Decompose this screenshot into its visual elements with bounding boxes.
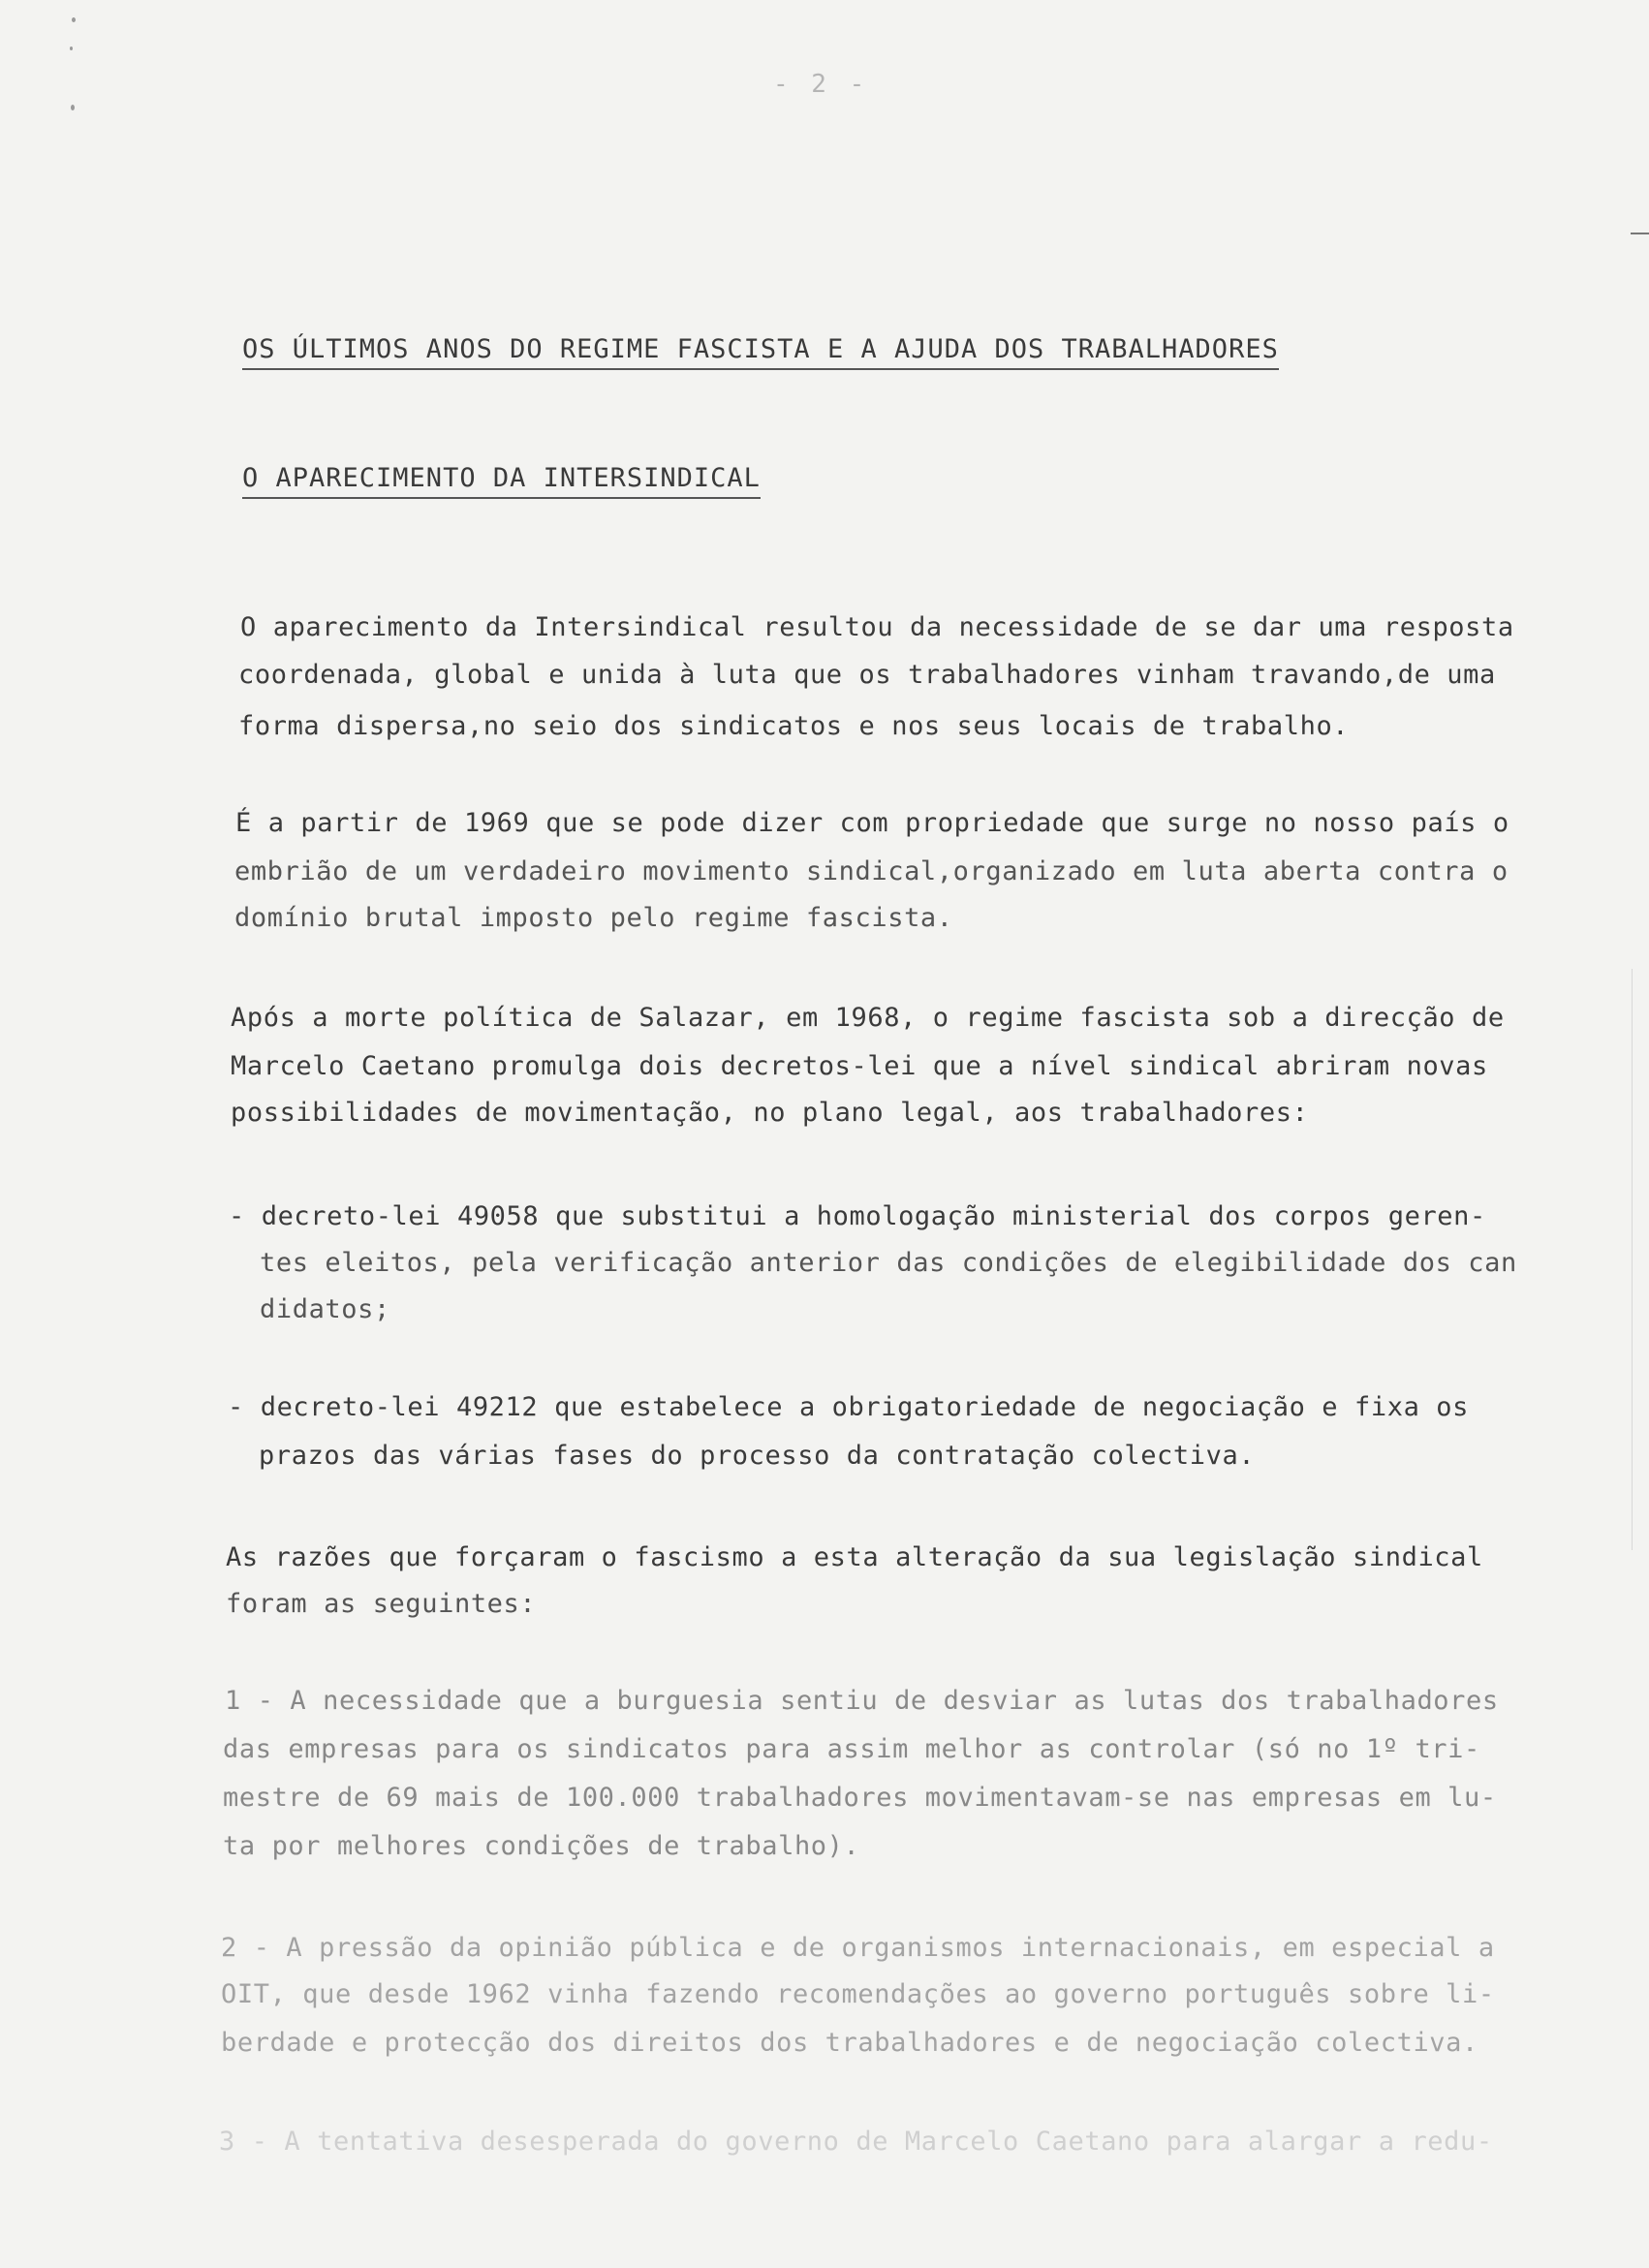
paragraph-line: Marcelo Caetano promulga dois decretos-lei que a nível sindical abriram novas: [231, 1051, 1488, 1081]
paragraph-line: forma dispersa,no seio dos sindicatos e nos seus locais de trabalho.: [238, 711, 1350, 741]
paragraph-line: O aparecimento da Intersindical resultou da necessidade de se dar uma resposta: [240, 612, 1514, 642]
paper-speck: [70, 47, 73, 50]
list-item-line: prazos das várias fases do processo da contratação colectiva.: [259, 1441, 1256, 1471]
paragraph-line: domínio brutal imposto pelo regime fascista.: [234, 903, 953, 933]
list-item-line: mestre de 69 mais de 100.000 trabalhadores movimentavam-se nas empresas em lu-: [223, 1783, 1497, 1813]
main-heading: OS ÚLTIMOS ANOS DO REGIME FASCISTA E A AJUDA DOS TRABALHADORES: [242, 334, 1279, 370]
section-heading: O APARECIMENTO DA INTERSINDICAL: [242, 463, 761, 499]
paper-speck: [71, 105, 75, 110]
list-item-line: tes eleitos, pela verificação anterior das condições de elegibilidade dos can: [260, 1248, 1517, 1278]
list-item-line: 3 - A tentativa desesperada do governo de Marcelo Caetano para alargar a redu-: [219, 2127, 1493, 2157]
paper-speck: [72, 17, 76, 22]
paragraph-line: foram as seguintes:: [226, 1589, 537, 1619]
paragraph-line: possibilidades de movimentação, no plano legal, aos trabalhadores:: [231, 1098, 1309, 1128]
list-item-line: das empresas para os sindicatos para assim melhor as controlar (só no 1º tri-: [223, 1734, 1480, 1764]
edge-mark: [1631, 233, 1649, 234]
list-item-line: berdade e protecção dos direitos dos trabalhadores e de negociação colectiva.: [221, 2028, 1478, 2058]
paragraph-line: embrião de um verdadeiro movimento sindical,organizado em luta aberta contra o: [234, 856, 1509, 886]
list-item-line: OIT, que desde 1962 vinha fazendo recomendações ao governo português sobre li-: [221, 1979, 1495, 2009]
list-item-line: 1 - A necessidade que a burguesia sentiu de desviar as lutas dos trabalhadores: [225, 1686, 1499, 1716]
page-number: - 2 -: [773, 70, 869, 99]
list-item-line: - decreto-lei 49058 que substitui a homologação ministerial dos corpos geren-: [229, 1201, 1486, 1231]
paragraph-line: coordenada, global e unida à luta que os trabalhadores vinham travando,de uma: [238, 660, 1496, 690]
list-item-line: 2 - A pressão da opinião pública e de organismos internacionais, em especial a: [221, 1933, 1495, 1963]
list-item-line: didatos;: [260, 1294, 390, 1324]
edge-shadow: [1632, 969, 1633, 1550]
paragraph-line: É a partir de 1969 que se pode dizer com propriedade que surge no nosso país o: [235, 808, 1509, 838]
paragraph-line: As razões que forçaram o fascismo a esta alteração da sua legislação sindical: [226, 1542, 1483, 1572]
paragraph-line: Após a morte política de Salazar, em 1968, o regime fascista sob a direcção de: [231, 1003, 1505, 1033]
list-item-line: ta por melhores condições de trabalho).: [223, 1831, 860, 1861]
list-item-line: - decreto-lei 49212 que estabelece a obrigatoriedade de negociação e fixa os: [228, 1392, 1470, 1422]
